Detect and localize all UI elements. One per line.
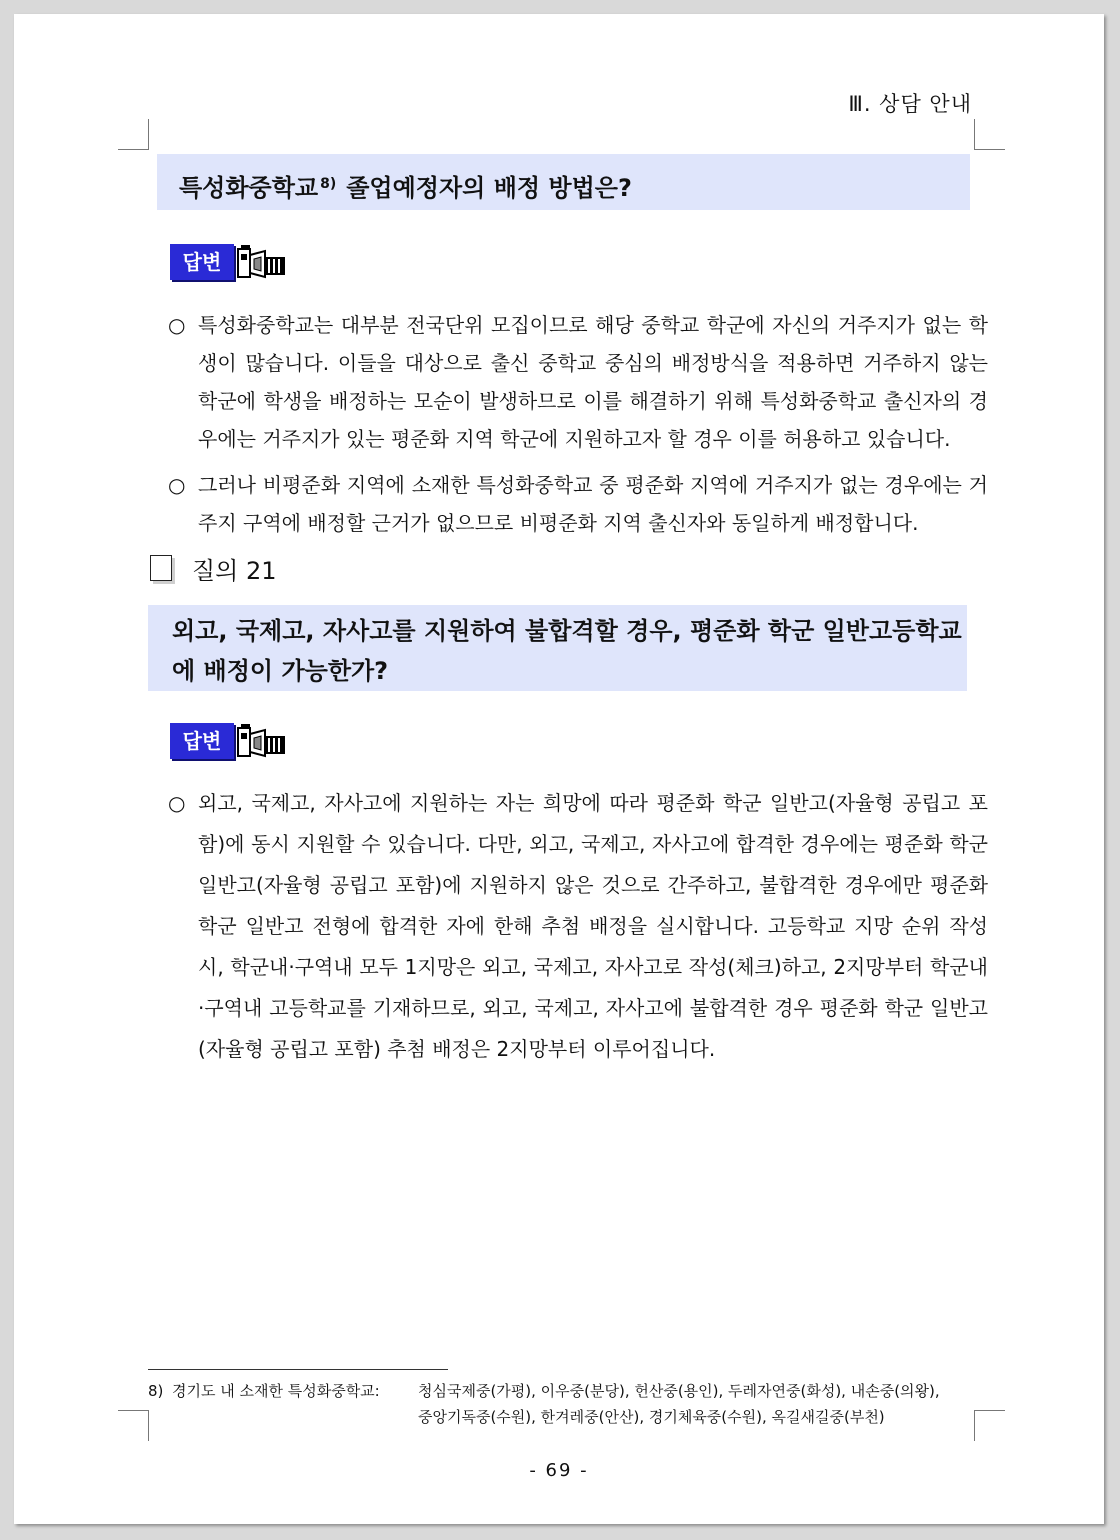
footnote-reference[interactable]: 8) (320, 176, 337, 192)
page-number: - 69 - (529, 1460, 589, 1481)
crop-mark-bottom-left (118, 1410, 149, 1441)
question-box-2 (148, 605, 967, 691)
footnote-label: 경기도 내 소재한 특성화중학교: (172, 1382, 380, 1400)
paragraph-text: 그러나 비평준화 지역에 소재한 특성화중학교 중 평준화 지역에 거주지가 없는 경우에는 거주지 구역에 배정할 근거가 없으므로 비평준화 지역 출신자와 동일하게 배정합니다. (198, 473, 988, 535)
question-box-1 (157, 154, 970, 210)
footnote-divider (148, 1369, 448, 1370)
footnote-number: 8) (148, 1382, 164, 1400)
paragraph-text: 특성화중학교는 대부분 전국단위 모집이므로 해당 중학교 학군에 자신의 거주지가 없는 학생이 많습니다. 이들을 대상으로 출신 중학교 중심의 배정방식을 적용하면 거주하지 않는 학군에 학생을 배정하는 모순이 발생하므로 이를 해결하기 위해 특성화중학교 출신자의 경우에는 거주지가 있는 평준화 지역 학군에 지원하고자 할 경우 이를 허용하고 있습니다. (198, 313, 988, 451)
crop-mark-top-left (118, 119, 149, 150)
camera-icon (237, 724, 287, 758)
chapter-header: Ⅲ. 상담 안내 (848, 92, 972, 116)
crop-mark-bottom-right (974, 1410, 1005, 1441)
answer-label: 답변 (170, 723, 234, 759)
question-1-title-rest: 졸업예정자의 배정 방법은? (346, 174, 632, 202)
bullet-circle: ○ (168, 313, 186, 337)
bullet-circle: ○ (168, 791, 186, 815)
crop-mark-top-right (974, 119, 1005, 150)
paragraph-text: 외고, 국제고, 자사고에 지원하는 자는 희망에 따라 평준화 학군 일반고(자율형 공립고 포함)에 동시 지원할 수 있습니다. 다만, 외고, 국제고, 자사고에 합격한 경우에는 평준화 학군 일반고(자율형 공립고 포함)에 지원하지 않은 것으로 간주하고, 불합격한 경우에만 평준화 학군 일반고 전형에 합격한 자에 한해 추첨 배정을 실시합니다. 고등학교 지망 순위 작성 시, 학군내·구역내 모두 1지망은 외고, 국제고, 자사고로 작성(체크)하고, 2지망부터 학군내·구역내 고등학교를 기재하므로, 외고, 국제고, 자사고에 불합격한 경우 평준화 학군 일반고(자율형 공립고 포함) 추첨 배정은 2지망부터 이루어집니다. (198, 791, 988, 1061)
camera-icon (237, 245, 287, 279)
question-1-title-main: 특성화중학교 (179, 174, 319, 202)
answer-label: 답변 (170, 244, 234, 280)
section-heading-text: 질의 21 (192, 557, 277, 585)
square-icon (150, 555, 172, 581)
footnote-text-line-2: 중앙기독중(수원), 한겨레중(안산), 경기체육중(수원), 옥길새길중(부천) (418, 1408, 885, 1426)
question-2-title: 외고, 국제고, 자사고를 지원하여 불합격할 경우, 평준화 학군 일반고등학교에 배정이 가능한가? (172, 617, 962, 685)
footnote-text-line-1: 청심국제중(가평), 이우중(분당), 헌산중(용인), 두레자연중(화성), 내손중(의왕), (418, 1382, 940, 1400)
document-page (14, 14, 1104, 1524)
bullet-circle: ○ (168, 473, 186, 497)
question-1-title (179, 168, 632, 203)
